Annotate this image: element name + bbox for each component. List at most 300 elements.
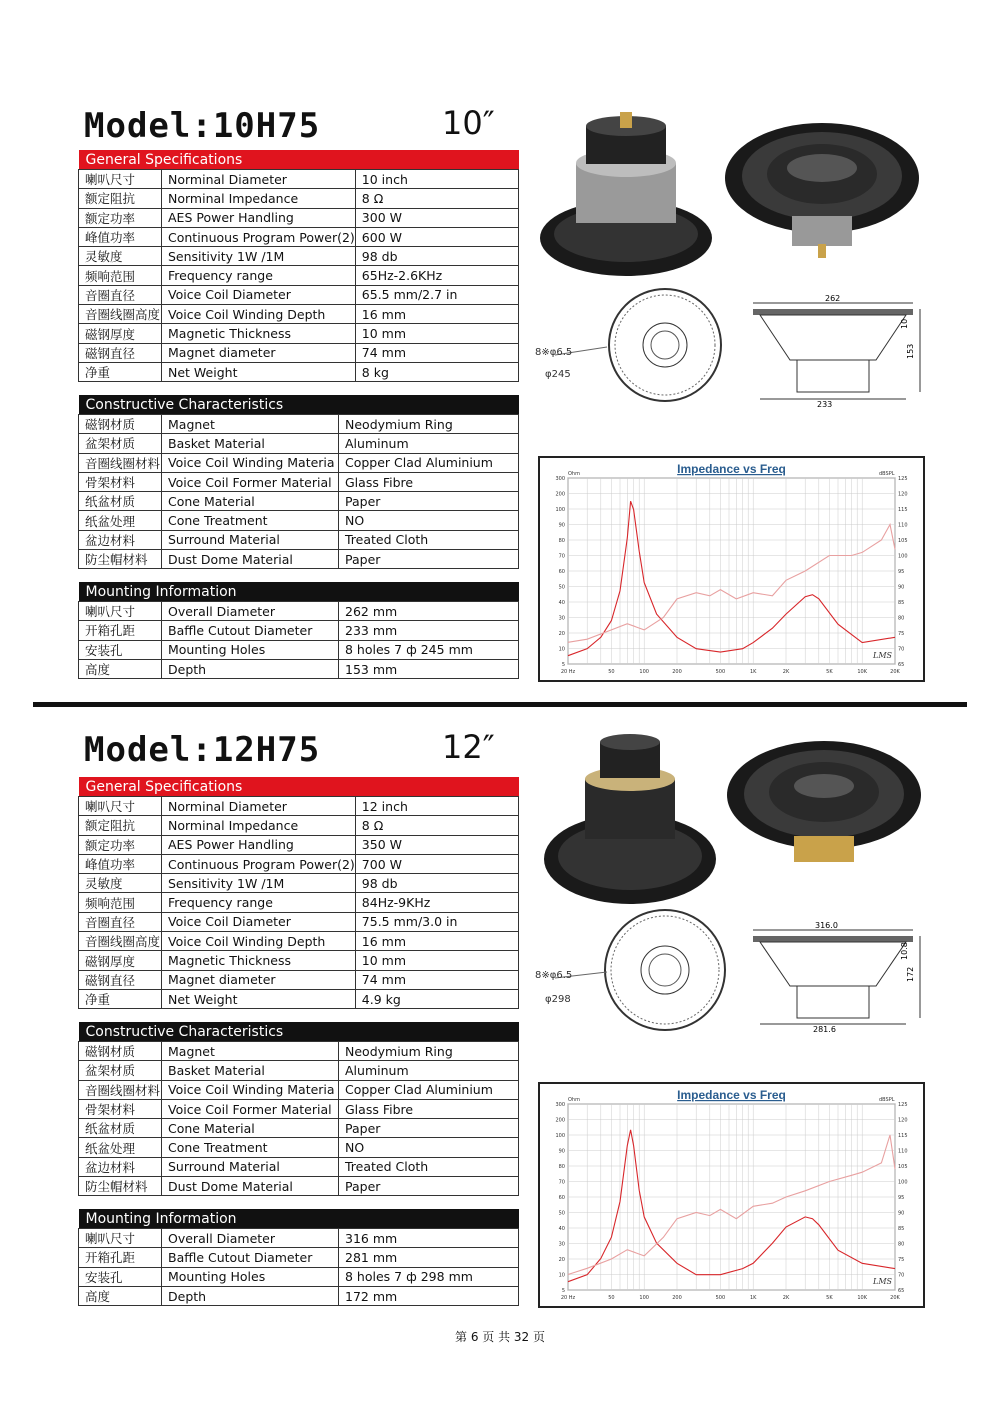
general-spec-cn-label: 音圈直径 [79, 285, 162, 304]
section-divider [33, 702, 967, 707]
y-left-tick-label: 80 [558, 538, 565, 544]
height-dim: 172 [906, 966, 915, 982]
y-left-tick-label: 5 [561, 1288, 565, 1294]
mounting-row [79, 1229, 519, 1248]
y-right-tick-label: 85 [898, 1226, 905, 1232]
mounting-cn-label: 安装孔 [79, 1267, 162, 1286]
mounting-cn-label: 开箱孔距 [79, 1248, 162, 1267]
general-spec-value: 16 mm [355, 932, 518, 951]
impedance-chart [538, 456, 925, 682]
x-tick-label: 20 Hz [560, 1295, 576, 1301]
construct-row [79, 1042, 519, 1061]
dimension-drawing [535, 906, 925, 1036]
y-left-tick-label: 70 [558, 1179, 565, 1186]
construct-table [78, 395, 519, 569]
construct-en-label: Basket Material [162, 434, 339, 453]
construct-en-label: Voice Coil Winding Materia [162, 453, 339, 472]
construct-value: Paper [339, 492, 519, 511]
general-spec-cn-label: 额定阻抗 [79, 816, 162, 835]
cutout-dim: 233 [817, 400, 833, 409]
construct-value: NO [339, 511, 519, 530]
y-left-tick-label: 20 [558, 631, 565, 637]
y-right-tick-label: 90 [898, 1210, 905, 1217]
mounting-value: 262 mm [339, 602, 519, 621]
general-spec-cn-label: 喇叭尺寸 [79, 797, 162, 816]
y-left-tick-label: 30 [558, 615, 565, 622]
construct-table [78, 1022, 519, 1196]
general-spec-en-label: Net Weight [162, 989, 356, 1008]
x-tick-label: 20K [890, 669, 900, 675]
chart-title: Impedance vs Freq [677, 462, 786, 476]
general-spec-row [79, 247, 519, 266]
construct-cn-label: 盆架材质 [79, 434, 162, 453]
construct-cn-label: 骨架材料 [79, 1099, 162, 1118]
construct-row [79, 415, 519, 434]
construct-value: Treated Cloth [339, 530, 519, 549]
general-spec-en-label: Net Weight [162, 362, 356, 381]
general-spec-cn-label: 额定功率 [79, 835, 162, 854]
height-dim: 153 [906, 343, 915, 359]
general-spec-row [79, 816, 519, 835]
general-spec-row [79, 874, 519, 893]
construct-en-label: Voice Coil Former Material [162, 472, 339, 491]
general-spec-value: 8 Ω [355, 189, 518, 208]
y-right-tick-label: 115 [898, 1133, 908, 1139]
y-right-tick-label: 100 [898, 1179, 908, 1186]
construct-en-label: Cone Treatment [162, 1138, 339, 1157]
x-tick-label: 500 [715, 1295, 726, 1301]
mounting-en-label: Depth [162, 1286, 339, 1305]
mounting-row [79, 640, 519, 659]
construct-en-label: Dust Dome Material [162, 550, 339, 569]
x-tick-label: 10K [857, 1295, 868, 1301]
general-spec-value: 300 W [355, 208, 518, 227]
x-tick-label: 10K [857, 669, 868, 675]
speaker-front-photo [724, 740, 924, 880]
general-spec-value: 65Hz-2.6KHz [355, 266, 518, 285]
construct-value: Neodymium Ring [339, 415, 519, 434]
mounting-en-label: Overall Diameter [162, 602, 339, 621]
y-right-tick-label: 125 [898, 476, 908, 482]
construct-cn-label: 防尘帽材料 [79, 1177, 162, 1196]
y-right-tick-label: 85 [898, 600, 905, 606]
mounting-row [79, 1267, 519, 1286]
flange-dim: 10.8 [900, 942, 909, 960]
y-right-unit: dBSPL [879, 1097, 895, 1103]
mounting-value: 8 holes 7 ф 245 mm [339, 640, 519, 659]
model-title: Model:12H75 [84, 730, 321, 770]
general-spec-cn-label: 峰值功率 [79, 854, 162, 873]
construct-cn-label: 盆边材料 [79, 530, 162, 549]
holes-label: 8※φ6.5 [535, 970, 573, 981]
y-right-tick-label: 95 [898, 569, 905, 575]
general-spec-en-label: AES Power Handling [162, 835, 356, 854]
mounting-cn-label: 开箱孔距 [79, 621, 162, 640]
y-left-tick-label: 30 [558, 1241, 565, 1248]
general-spec-en-label: AES Power Handling [162, 208, 356, 227]
construct-row [79, 1099, 519, 1118]
construct-row [79, 1119, 519, 1138]
construct-row [79, 1080, 519, 1099]
general-spec-en-label: Magnetic Thickness [162, 324, 356, 343]
mounting-cn-label: 喇叭尺寸 [79, 602, 162, 621]
y-left-tick-label: 100 [555, 507, 565, 513]
general-spec-row [79, 970, 519, 989]
general-spec-value: 600 W [355, 227, 518, 246]
construct-row [79, 1061, 519, 1080]
construct-en-label: Magnet [162, 415, 339, 434]
x-tick-label: 2K [782, 1295, 790, 1301]
y-left-tick-label: 50 [558, 584, 565, 591]
y-left-tick-label: 60 [558, 1195, 565, 1201]
x-tick-label: 2K [782, 669, 790, 675]
general-spec-value: 350 W [355, 835, 518, 854]
y-left-tick-label: 300 [555, 1102, 565, 1108]
general-spec-en-label: Norminal Impedance [162, 816, 356, 835]
general-spec-table [78, 150, 519, 382]
y-right-tick-label: 110 [898, 1148, 908, 1155]
general-spec-header: General Specifications [79, 150, 519, 170]
construct-row [79, 453, 519, 472]
construct-value: Aluminum [339, 434, 519, 453]
general-spec-cn-label: 磁钢厚度 [79, 324, 162, 343]
y-left-unit: Ohm [568, 1097, 580, 1103]
mounting-table [78, 1209, 519, 1306]
general-spec-en-label: Norminal Diameter [162, 797, 356, 816]
overall-dim: 262 [825, 294, 841, 303]
y-left-tick-label: 40 [558, 1226, 565, 1232]
general-spec-en-label: Voice Coil Winding Depth [162, 932, 356, 951]
mounting-cn-label: 高度 [79, 659, 162, 678]
x-tick-label: 100 [639, 1295, 649, 1301]
mounting-en-label: Mounting Holes [162, 640, 339, 659]
y-left-tick-label: 10 [558, 1272, 565, 1279]
general-spec-row [79, 932, 519, 951]
general-spec-value: 8 Ω [355, 816, 518, 835]
construct-value: Aluminum [339, 1061, 519, 1080]
y-left-unit: Ohm [568, 471, 580, 477]
construct-row [79, 530, 519, 549]
general-spec-value: 4.9 kg [355, 989, 518, 1008]
general-spec-cn-label: 音圈线圈高度 [79, 305, 162, 324]
construct-en-label: Basket Material [162, 1061, 339, 1080]
y-right-tick-label: 95 [898, 1195, 905, 1201]
dimension-drawing [535, 285, 925, 410]
general-spec-value: 10 inch [355, 170, 518, 189]
holes-label: 8※φ6.5 [535, 347, 573, 358]
general-spec-cn-label: 磁钢直径 [79, 970, 162, 989]
speaker-front-photo [722, 118, 922, 268]
general-spec-row [79, 797, 519, 816]
general-spec-en-label: Sensitivity 1W /1M [162, 874, 356, 893]
overall-dim: 316.0 [815, 921, 838, 930]
mounting-row [79, 621, 519, 640]
cutout-dim: 281.6 [813, 1025, 836, 1034]
general-spec-en-label: Frequency range [162, 893, 356, 912]
construct-cn-label: 纸盆材质 [79, 1119, 162, 1138]
mounting-en-label: Baffle Cutout Diameter [162, 621, 339, 640]
construct-value: Neodymium Ring [339, 1042, 519, 1061]
y-right-tick-label: 105 [898, 538, 908, 544]
y-left-tick-label: 50 [558, 1210, 565, 1217]
mounting-cn-label: 安装孔 [79, 640, 162, 659]
mounting-cn-label: 高度 [79, 1286, 162, 1305]
general-spec-en-label: Voice Coil Diameter [162, 912, 356, 931]
general-spec-cn-label: 喇叭尺寸 [79, 170, 162, 189]
impedance-chart [538, 1082, 925, 1308]
mounting-value: 153 mm [339, 659, 519, 678]
mounting-value: 281 mm [339, 1248, 519, 1267]
y-right-tick-label: 75 [898, 1257, 905, 1263]
general-spec-row [79, 951, 519, 970]
general-spec-value: 16 mm [355, 305, 518, 324]
y-left-tick-label: 90 [558, 522, 565, 529]
pcd-label: φ245 [545, 369, 571, 380]
general-spec-cn-label: 音圈线圈高度 [79, 932, 162, 951]
construct-cn-label: 纸盆处理 [79, 1138, 162, 1157]
construct-en-label: Cone Material [162, 1119, 339, 1138]
general-spec-row [79, 170, 519, 189]
general-spec-value: 700 W [355, 854, 518, 873]
mounting-en-label: Baffle Cutout Diameter [162, 1248, 339, 1267]
y-right-tick-label: 65 [898, 1288, 905, 1294]
construct-value: Copper Clad Aluminium [339, 453, 519, 472]
construct-en-label: Cone Treatment [162, 511, 339, 530]
general-spec-header: General Specifications [79, 777, 519, 797]
construct-value: Paper [339, 550, 519, 569]
general-spec-row [79, 189, 519, 208]
general-spec-row [79, 266, 519, 285]
general-spec-row [79, 835, 519, 854]
y-left-tick-label: 40 [558, 600, 565, 606]
construct-cn-label: 纸盆处理 [79, 511, 162, 530]
general-spec-en-label: Magnet diameter [162, 343, 356, 362]
speaker-rear-photo [540, 734, 720, 914]
y-left-tick-label: 100 [555, 1133, 565, 1139]
construct-row [79, 434, 519, 453]
general-spec-en-label: Magnet diameter [162, 970, 356, 989]
general-spec-value: 84Hz-9KHz [355, 893, 518, 912]
general-spec-cn-label: 净重 [79, 989, 162, 1008]
mounting-header: Mounting Information [79, 1209, 519, 1229]
pcd-label: φ298 [545, 994, 571, 1005]
general-spec-value: 10 mm [355, 324, 518, 343]
general-spec-value: 12 inch [355, 797, 518, 816]
x-tick-label: 20 Hz [560, 669, 576, 675]
x-tick-label: 1K [749, 1295, 757, 1301]
x-tick-label: 50 [608, 1295, 615, 1301]
construct-cn-label: 磁钢材质 [79, 415, 162, 434]
y-right-tick-label: 75 [898, 631, 905, 637]
general-spec-en-label: Frequency range [162, 266, 356, 285]
x-tick-label: 200 [672, 669, 682, 675]
general-spec-cn-label: 磁钢直径 [79, 343, 162, 362]
general-spec-row [79, 285, 519, 304]
construct-header: Constructive Characteristics [79, 1022, 519, 1042]
y-right-tick-label: 70 [898, 1272, 905, 1279]
construct-value: Paper [339, 1177, 519, 1196]
y-left-tick-label: 60 [558, 569, 565, 575]
general-spec-cn-label: 净重 [79, 362, 162, 381]
chart-title: Impedance vs Freq [677, 1088, 786, 1102]
y-right-tick-label: 90 [898, 584, 905, 591]
x-tick-label: 5K [826, 1295, 833, 1301]
general-spec-row [79, 989, 519, 1008]
construct-value: Glass Fibre [339, 1099, 519, 1118]
y-right-tick-label: 100 [898, 553, 908, 560]
general-spec-value: 8 kg [355, 362, 518, 381]
y-right-tick-label: 80 [898, 1241, 905, 1248]
mounting-row [79, 1248, 519, 1267]
x-tick-label: 100 [639, 669, 649, 675]
general-spec-row [79, 343, 519, 362]
construct-header: Constructive Characteristics [79, 395, 519, 415]
general-spec-en-label: Continuous Program Power(2) [162, 854, 356, 873]
general-spec-value: 10 mm [355, 951, 518, 970]
construct-en-label: Magnet [162, 1042, 339, 1061]
construct-row [79, 1138, 519, 1157]
construct-row [79, 511, 519, 530]
general-spec-en-label: Voice Coil Diameter [162, 285, 356, 304]
general-spec-value: 65.5 mm/2.7 in [355, 285, 518, 304]
construct-row [79, 472, 519, 491]
y-right-tick-label: 120 [898, 1117, 908, 1124]
y-left-tick-label: 80 [558, 1164, 565, 1170]
y-right-tick-label: 120 [898, 491, 908, 498]
general-spec-value: 75.5 mm/3.0 in [355, 912, 518, 931]
mounting-value: 8 holes 7 ф 298 mm [339, 1267, 519, 1286]
construct-cn-label: 盆架材质 [79, 1061, 162, 1080]
general-spec-cn-label: 峰值功率 [79, 227, 162, 246]
mounting-en-label: Depth [162, 659, 339, 678]
construct-en-label: Surround Material [162, 1157, 339, 1176]
y-right-tick-label: 80 [898, 615, 905, 622]
mounting-cn-label: 喇叭尺寸 [79, 1229, 162, 1248]
y-right-tick-label: 65 [898, 662, 905, 668]
general-spec-row [79, 227, 519, 246]
y-left-tick-label: 200 [555, 1117, 565, 1124]
flange-dim: 10 [900, 318, 909, 329]
construct-cn-label: 盆边材料 [79, 1157, 162, 1176]
y-right-tick-label: 110 [898, 522, 908, 529]
y-right-tick-label: 105 [898, 1164, 908, 1170]
general-spec-row [79, 208, 519, 227]
y-right-tick-label: 70 [898, 646, 905, 653]
general-spec-table [78, 777, 519, 1009]
general-spec-value: 74 mm [355, 970, 518, 989]
construct-row [79, 1157, 519, 1176]
construct-en-label: Cone Material [162, 492, 339, 511]
y-left-tick-label: 70 [558, 553, 565, 560]
mounting-header: Mounting Information [79, 582, 519, 602]
construct-cn-label: 磁钢材质 [79, 1042, 162, 1061]
model-title: Model:10H75 [84, 106, 321, 146]
size-label: 12″ [442, 728, 495, 766]
general-spec-en-label: Sensitivity 1W /1M [162, 247, 356, 266]
mounting-value: 233 mm [339, 621, 519, 640]
general-spec-value: 98 db [355, 874, 518, 893]
construct-value: Copper Clad Aluminium [339, 1080, 519, 1099]
general-spec-cn-label: 频响范围 [79, 266, 162, 285]
y-right-tick-label: 115 [898, 507, 908, 513]
general-spec-cn-label: 额定阻抗 [79, 189, 162, 208]
construct-cn-label: 防尘帽材料 [79, 550, 162, 569]
general-spec-cn-label: 磁钢厚度 [79, 951, 162, 970]
general-spec-en-label: Voice Coil Winding Depth [162, 305, 356, 324]
general-spec-en-label: Norminal Diameter [162, 170, 356, 189]
general-spec-row [79, 912, 519, 931]
general-spec-row [79, 362, 519, 381]
speaker-rear-photo [536, 108, 716, 288]
size-label: 10″ [442, 104, 495, 142]
y-left-tick-label: 200 [555, 491, 565, 498]
general-spec-row [79, 893, 519, 912]
construct-value: NO [339, 1138, 519, 1157]
mounting-value: 172 mm [339, 1286, 519, 1305]
mounting-en-label: Overall Diameter [162, 1229, 339, 1248]
construct-cn-label: 纸盆材质 [79, 492, 162, 511]
construct-en-label: Surround Material [162, 530, 339, 549]
x-tick-label: 5K [826, 669, 833, 675]
lms-logo: LMS [873, 651, 892, 660]
construct-cn-label: 音圈线圈材料 [79, 453, 162, 472]
y-right-unit: dBSPL [879, 471, 895, 477]
x-tick-label: 20K [890, 1295, 900, 1301]
general-spec-cn-label: 频响范围 [79, 893, 162, 912]
mounting-value: 316 mm [339, 1229, 519, 1248]
y-left-tick-label: 300 [555, 476, 565, 482]
general-spec-cn-label: 音圈直径 [79, 912, 162, 931]
construct-row [79, 550, 519, 569]
general-spec-value: 74 mm [355, 343, 518, 362]
y-right-tick-label: 125 [898, 1102, 908, 1108]
x-tick-label: 50 [608, 669, 615, 675]
construct-value: Glass Fibre [339, 472, 519, 491]
x-tick-label: 1K [749, 669, 757, 675]
page-footer: 第 6 页 共 32 页 [455, 1330, 545, 1344]
construct-en-label: Dust Dome Material [162, 1177, 339, 1196]
general-spec-row [79, 305, 519, 324]
general-spec-row [79, 854, 519, 873]
general-spec-cn-label: 灵敏度 [79, 874, 162, 893]
construct-row [79, 492, 519, 511]
mounting-table [78, 582, 519, 679]
y-left-tick-label: 5 [561, 662, 565, 668]
mounting-row [79, 602, 519, 621]
mounting-row [79, 659, 519, 678]
construct-value: Paper [339, 1119, 519, 1138]
general-spec-en-label: Magnetic Thickness [162, 951, 356, 970]
general-spec-en-label: Norminal Impedance [162, 189, 356, 208]
construct-en-label: Voice Coil Winding Materia [162, 1080, 339, 1099]
y-left-tick-label: 20 [558, 1257, 565, 1263]
general-spec-row [79, 324, 519, 343]
general-spec-cn-label: 额定功率 [79, 208, 162, 227]
mounting-en-label: Mounting Holes [162, 1267, 339, 1286]
construct-row [79, 1177, 519, 1196]
construct-en-label: Voice Coil Former Material [162, 1099, 339, 1118]
x-tick-label: 200 [672, 1295, 682, 1301]
construct-cn-label: 音圈线圈材料 [79, 1080, 162, 1099]
general-spec-cn-label: 灵敏度 [79, 247, 162, 266]
construct-value: Treated Cloth [339, 1157, 519, 1176]
y-left-tick-label: 10 [558, 646, 565, 653]
general-spec-en-label: Continuous Program Power(2) [162, 227, 356, 246]
mounting-row [79, 1286, 519, 1305]
x-tick-label: 500 [715, 669, 726, 675]
construct-cn-label: 骨架材料 [79, 472, 162, 491]
general-spec-value: 98 db [355, 247, 518, 266]
